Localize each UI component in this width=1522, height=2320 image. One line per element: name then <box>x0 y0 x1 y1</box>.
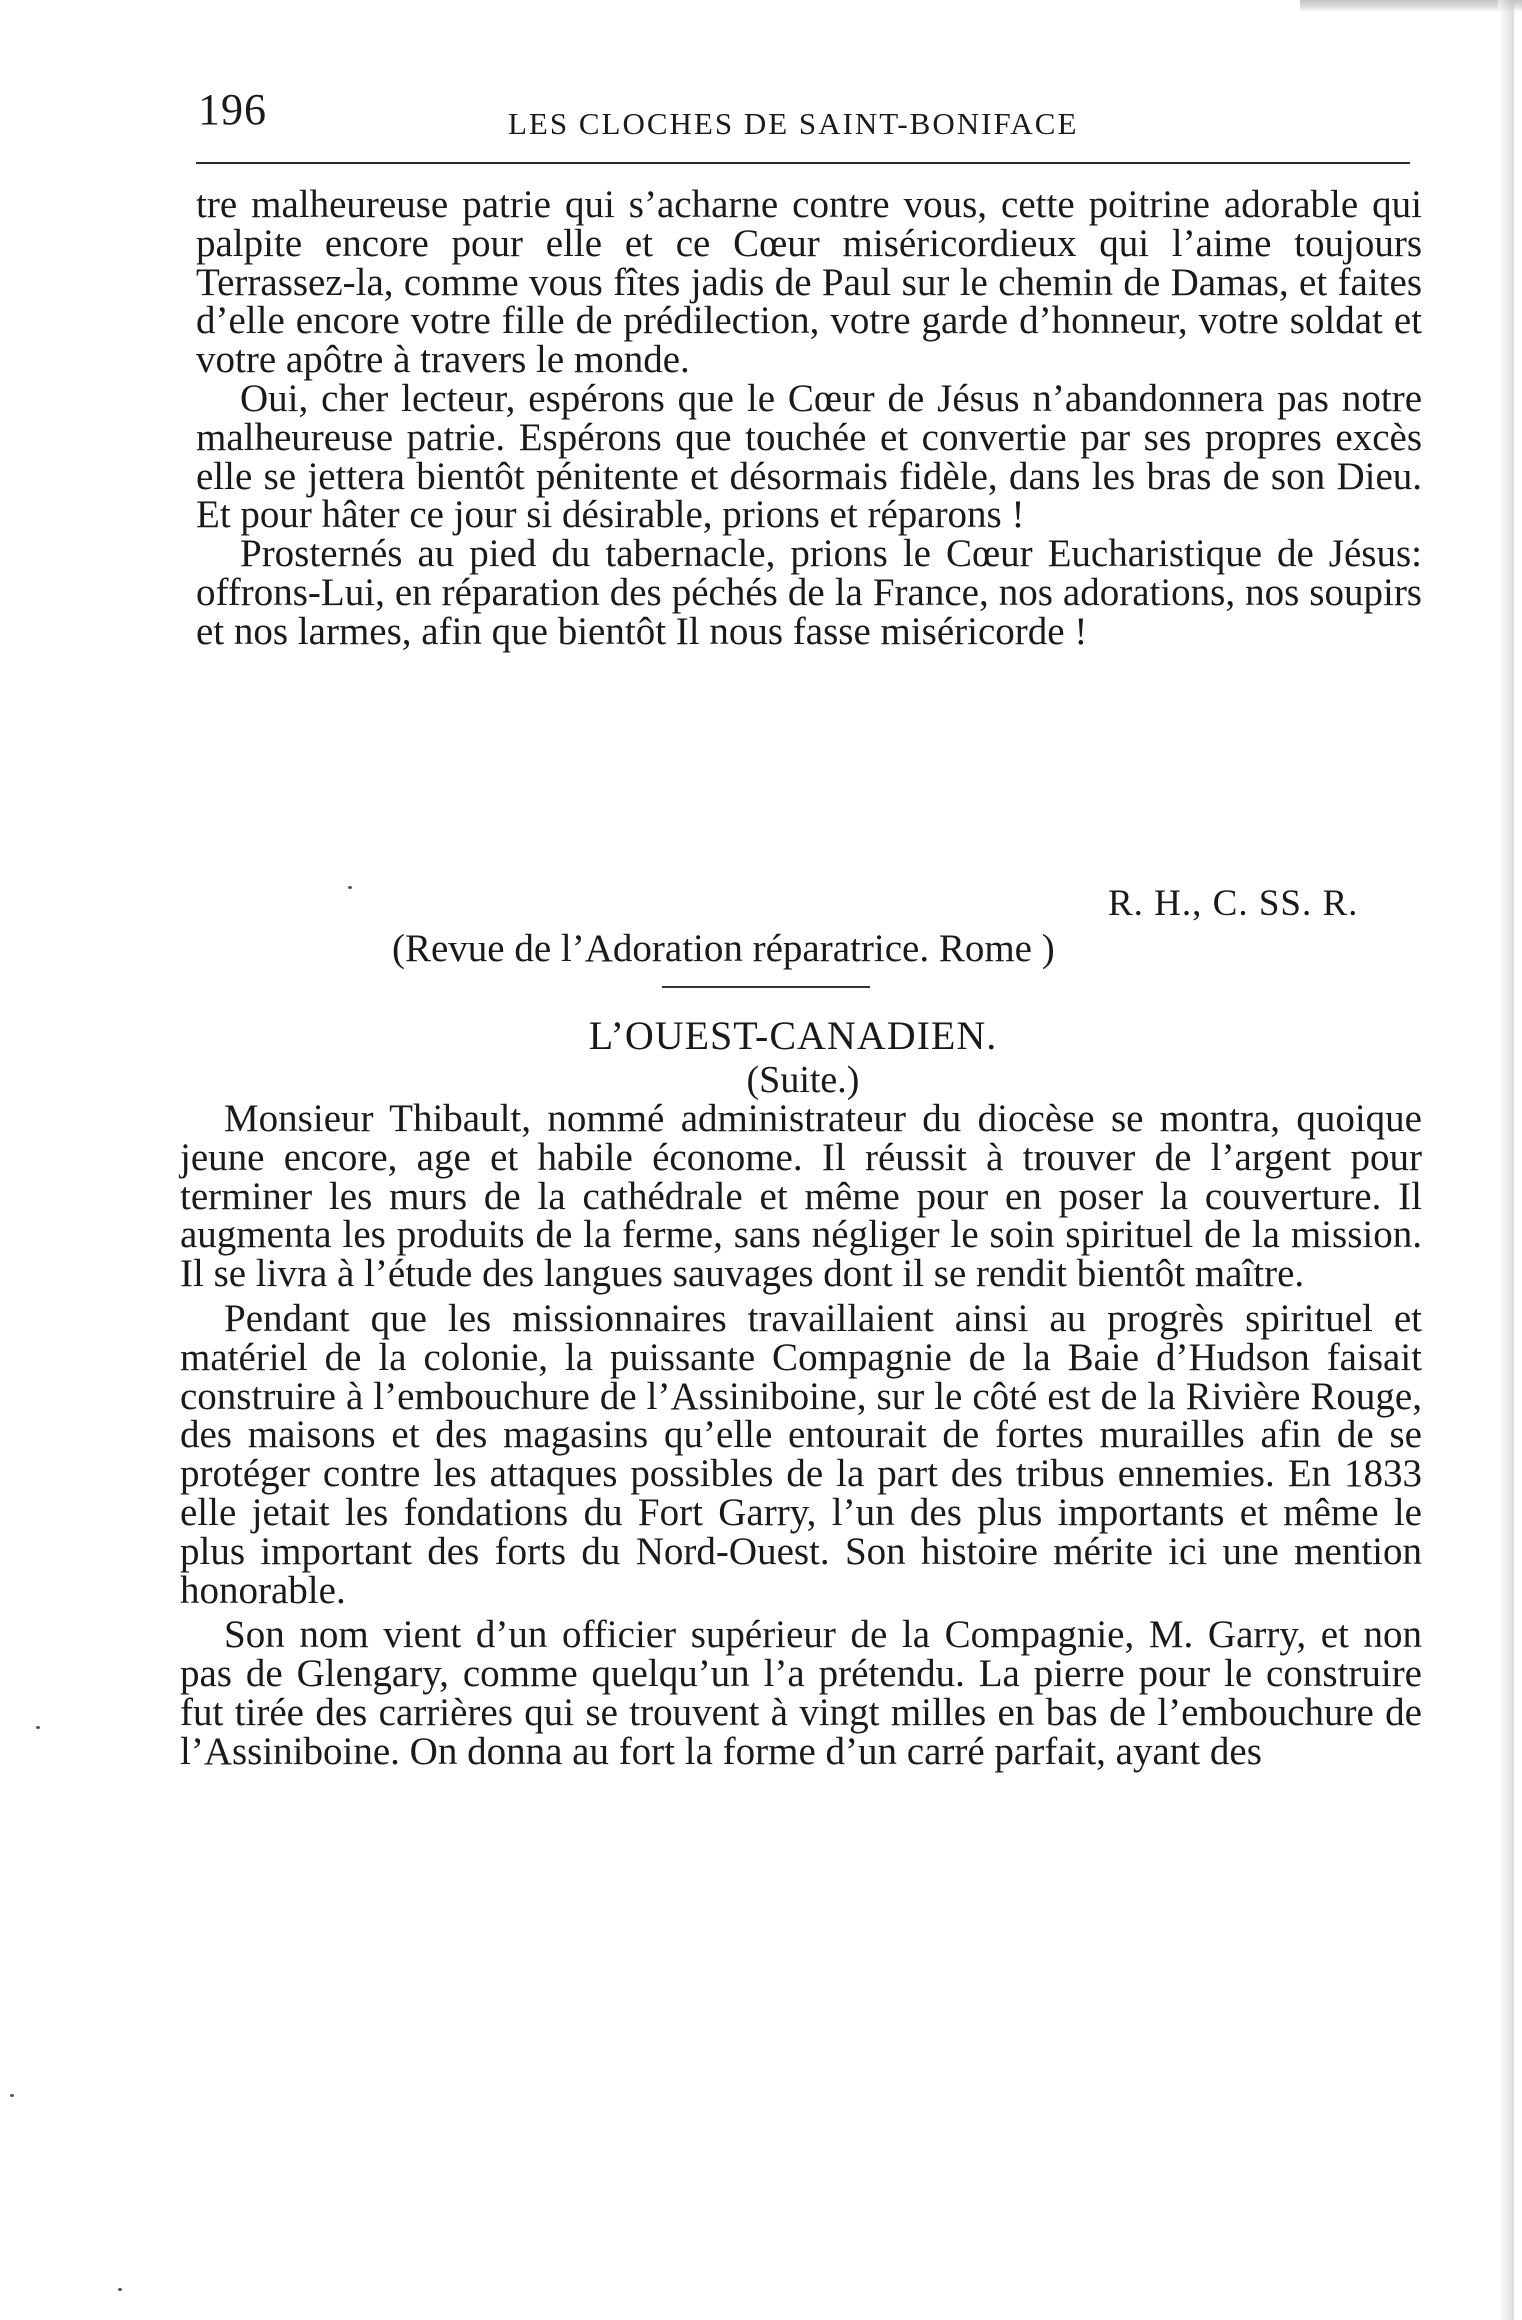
author-signature: R. H., C. SS. R. <box>1108 883 1359 924</box>
print-speck <box>348 886 352 889</box>
section-subtitle-text: (Suite.) <box>746 1059 860 1101</box>
page-edge-shadow-top <box>1300 0 1522 12</box>
article-two-body <box>180 1097 1422 1778</box>
article-one-body <box>196 183 1422 653</box>
print-speck <box>10 2094 14 2097</box>
page-number: 196 <box>198 85 267 134</box>
paragraph: Monsieur Thibault, nommé administrateur du diocèse se montra, quoique jeune encore, age et habile économe. Il réussit à trouver de l’argent pour terminer les murs de la cathédrale et même pour en poser la couverture. Il augmenta les produits de la ferme, sans négliger le soin spirituel de la mission. Il se livra à l’étude des langues sauvages dont il se rendit bientôt maître. <box>180 1097 1422 1296</box>
source-citation: (Revue de l’Adoration réparatrice. Rome ) <box>392 927 1055 970</box>
paragraph: Pendant que les missionnaires travaillaient ainsi au progrès spirituel et matériel de la colonie, la puissante Compagnie de la Baie d’Hudson faisait construire à l’embouchure de l’Assiniboine, sur le côté est de la Rivière Rouge, des maisons et des magasins qu’elle entourait de fortes murailles afin de se protéger contre les attaques possibles de la part des tribus ennemies. En 1833 elle jetait les fondations du Fort Garry, l’un des plus importants et même le plus important des forts du Nord-Ouest. Son histoire mérite ici une mention honorable. <box>180 1296 1422 1612</box>
section-title-text: L’OUEST-CANADIEN. <box>588 1013 998 1058</box>
print-speck <box>118 2288 122 2291</box>
section-title <box>0 1012 1522 1059</box>
page-edge-shadow-right <box>1498 0 1514 2320</box>
section-subtitle <box>0 1058 1522 1102</box>
print-speck <box>36 1726 40 1729</box>
running-head <box>198 84 1428 154</box>
paragraph: Son nom vient d’un officier supérieur de la Compagnie, M. Garry, et non pas de Glengary, comme quelqu’un l’a prétendu. La pierre pour le construire fut tirée des carrières qui se trouvent à vingt milles en bas de l’embouchure de l’Assiniboine. On donna au fort la forme d’un carré parfait, ayant des <box>180 1613 1422 1773</box>
header-rule <box>196 162 1410 164</box>
paragraph: Oui, cher lecteur, espérons que le Cœur de Jésus n’abandonnera pas notre malheureuse patrie. Espérons que touchée et convertie par ses propres excès elle se jettera bientôt pénitente et désormais fidèle, dans les bras de son Dieu. Et pour hâter ce jour si désirable, prions et réparons ! <box>196 376 1422 537</box>
paragraph: Prosternés au pied du tabernacle, prions le Cœur Eucharistique de Jésus: offrons-Lui, en réparation des péchés de la France, nos adorations, nos soupirs et nos larmes, afin que bientôt Il nous fasse miséricorde ! <box>196 532 1422 653</box>
paragraph: tre malheureuse patrie qui s’acharne contre vous, cette poitrine adorable qui palpite encore pour elle et ce Cœur miséricordieux qui l’aime toujours Terrassez-la, comme vous fîtes jadis de Paul sur le chemin de Damas, et faites d’elle encore votre fille de prédilection, votre garde d’honneur, votre soldat et votre apôtre à travers le monde. <box>196 183 1422 382</box>
section-separator <box>662 986 870 988</box>
running-title: LES CLOCHES DE SAINT-BONIFACE <box>508 106 1079 141</box>
